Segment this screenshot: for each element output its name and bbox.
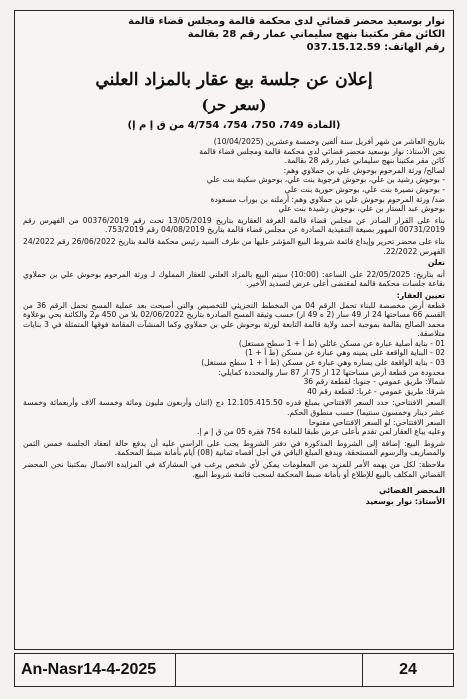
body-paragraph: السعر الافتتاحي: حدد السعر الافتتاحي بمبلغ قدره 12.105.415.50 دج (اثنان وأربعون مليون ومائة وخمسة آلاف وأربعمائة وخمسة عشر دينار وخمسون سنتيما) حسب منطوق الحكم.	[23, 398, 445, 418]
header-line-2: الكائن مقر مكتبنا بنهج سليماني عمار رقم 28 بقالمة	[187, 29, 445, 40]
legal-article-reference: (المادة 749، 750، 754، 4/754 من ق إ م إ)	[127, 120, 341, 131]
body-paragraph: - بوحوش نصيرة بنت علي، بوحوش حورية بنت علي	[284, 184, 445, 194]
header-line-1: نوار بوسعيد محضر قضائي لدى محكمة قالمة ومجلس قضاء قالمة	[128, 16, 445, 27]
body-paragraph: ملاحظة: لكل من يهمه الأمر للمزيد من المعلومات يمكن لأي شخص يرغب في المشاركة في المزايدة الاتصال بمكتبنا نحن المحضر القضائي المكلف بالبيع للإطلاع أو بأمانة ضبط المحكمة لسحب قائمة شروط البيع.	[23, 460, 445, 479]
body-paragraph: نحن الأستاذ: نوار بوسعيد محضر قضائي لدى محكمة قالمة ومجلس قضاء قالمة	[199, 146, 445, 156]
newspaper-date-label: An-Nasr14-4-2025	[21, 661, 157, 678]
body-paragraph: بوحوش عبد الستار بن علي، بوحوش رشيدة بنت علي	[278, 204, 445, 214]
signature-block	[23, 485, 445, 507]
body-paragraph: كائن مقر مكتبنا بنهج سليماني عمار رقم 28 بقالمة.	[284, 156, 445, 166]
page-number: 24	[362, 654, 453, 686]
body-paragraph: بناء على محضر تحرير وإيداع قائمة شروط البيع المؤشر عليها من طرف السيد رئيس محكمة قالمة بتاريخ 26/06/2022 رقم 24/2022 الفهرس 22/2022.	[23, 236, 445, 256]
body-paragraph: وعليه يباع العقار لمن تقدم بأعلى عرض طبقا للمادة 754 فقرة 05 من ق إ م إ.	[197, 427, 445, 437]
body-paragraph: 03 - بناية الواقعة على يساره وهي عبارة عن مسكن (ط أ + 1 سطح مستغل)	[201, 358, 445, 368]
body-paragraph: 01 - بناية أصلية عبارة عن مسكن عائلي (ط أ + 1 سطح مستغل)	[238, 338, 445, 348]
signature-role: المحضر القضائي	[378, 486, 445, 496]
body-heading: نعلن	[427, 258, 445, 268]
bailiff-header	[23, 15, 445, 54]
body-paragraph: شرقا: طريق عمومي - غربا: لقطعة رقم 40	[307, 386, 445, 396]
body-paragraph: 02 - البناية الواقعة على يمينه وهي عبارة عن مسكن (ط أ + 1)	[245, 348, 445, 358]
body-paragraph: السعر الافتتاحي: لو السعر الافتتاحي مفتوحا	[308, 417, 445, 427]
body-heading: تعيين العقار:	[396, 290, 445, 300]
body-paragraph: قطعة أرض مخصصة للبناء تحمل الرقم 04 من المخطط التجزيئي للتخصيص والتي أصبحت بعد عملية المسح تحمل الرقم 36 من القسم 66 مساحتها 24 ار 49 سار (2 ه 49 ار) حسب وثيقة المسح الصادرة بتاريخ 02/06/2022 بلا من 450 م2 والكائنة بحي بوعلاوة محمد الصالح بقالمة بموجبة أحمد ولاية قالمة التابعة لورثة بوحوش علي بن حملاوي وكما المنشآت المقامة فوقها المتمثلة في 3 بنايات متلاصقة.	[23, 300, 446, 339]
footer-divider	[175, 654, 176, 686]
body-paragraph: ضد/ ورثة المرحوم بوحوش علي بن حملاوي وهم: أرملته بن بوراب مسعودة	[210, 194, 445, 204]
body-paragraph: - بوحوش رشيد بن علي، بوحوش فرجوية بنت علي، بوحوش سكينة بنت علي	[206, 175, 445, 185]
header-line-3: رقم الهاتف: 037.15.12.59	[306, 42, 445, 53]
body-paragraph: بناء على القرار الصادر عن مجلس قضاء قالمة الغرفة العقارية بتاريخ 13/05/2019 تحت رقم 00376/2019 من الفهرس رقم 00731/2019 المهور بصيغة التنفيذية الصادرة عن مجلس قضاء قالمة بتاريخ 04/08/2019 رقم 753/2019.	[23, 215, 445, 235]
body-paragraph: بتاريخ العاشر من شهر أفريل سنة ألفين وخمسة وعشرين (10/04/2025)	[213, 137, 445, 146]
announcement-body	[23, 137, 445, 479]
announcement-title: إعلان عن جلسة بيع عقار بالمزاد العلني	[95, 70, 373, 90]
newspaper-footer	[14, 653, 454, 687]
body-paragraph: شروط البيع: إضافة إلى الشروط المذكورة في دفتر الشروط يجب على الراسي عليه أن يدفع حالة انعقاد الجلسة خمس الثمن والمصاريف والرسوم المستحقة، ويدفع المبلغ الباقي في أجل أقصاه ثمانية (08) أيام بأمانة ضبط المحكمة.	[23, 438, 445, 458]
announcement-subtitle: (سعر حر)	[201, 96, 267, 114]
body-paragraph: لصالح/ ورثة المرحوم بوحوش علي بن حملاوي وهم:	[283, 165, 445, 175]
body-paragraph: شمالا: طريق عمومي - جنوبا: لقطعة رقم 36	[303, 377, 445, 387]
body-paragraph: أنه بتاريخ: 22/05/2025 على الساعة: (10:00) سيتم البيع بالمزاد العلني للعقار المملوك لـ ورثة المرحوم بوحوش علي بن حملاوي بقاعة جلسات محكمة قالمة لمقتضى أعلى عرض لتسديد الأخير.	[23, 269, 445, 289]
announcement-box	[14, 10, 454, 650]
body-paragraph: محدودة من قطعة أرض مساحتها 12 ار 75 ار 87 سار والمحددة كمايلي:	[218, 367, 445, 377]
signature-name: الأستاذ: نوار بوسعيد	[365, 497, 445, 507]
